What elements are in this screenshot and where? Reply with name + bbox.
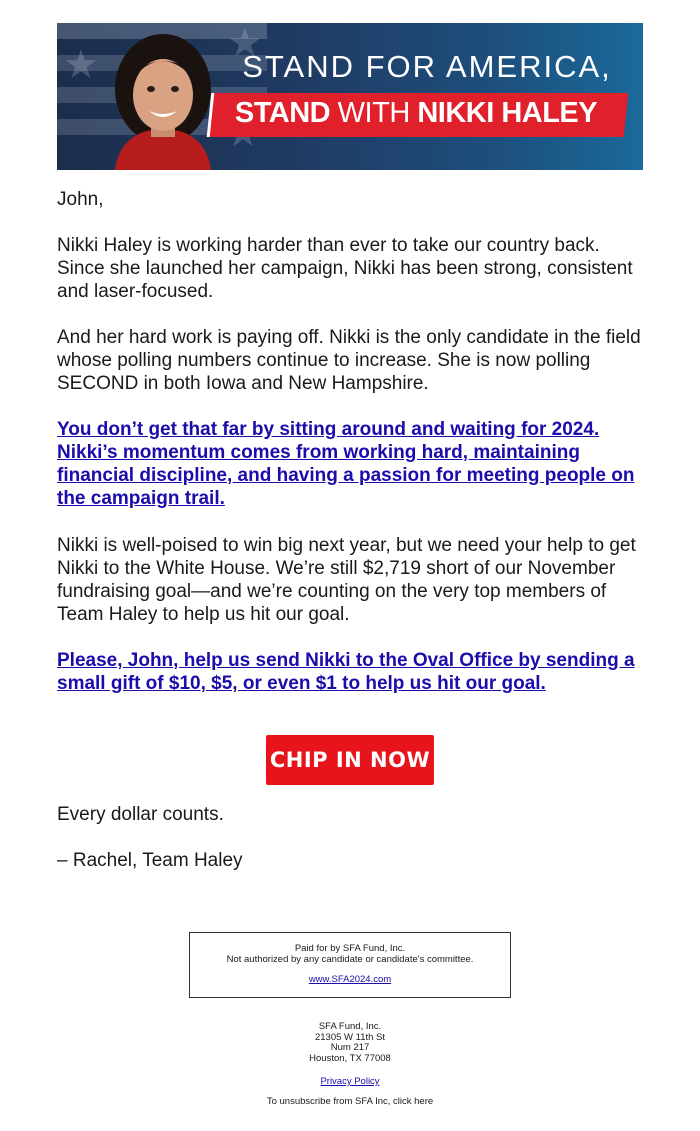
- star-icon: ★: [63, 43, 99, 87]
- paragraph-2: And her hard work is paying off. Nikki is the only candidate in the field whose polling numbers continue to increase. She is now polling SECOND in both Iowa and New Hampshire.: [57, 327, 641, 394]
- donate-link-2[interactable]: Please, John, help us send Nikki to the Oval Office by sending a small gift of $10, $5, or even $1 to help us hit our goal.: [57, 650, 635, 694]
- disclaimer-paid-by: Paid for by SFA Fund, Inc.: [294, 943, 406, 954]
- footer-city: Houston, TX 77008: [309, 1052, 391, 1064]
- header-banner: [57, 23, 643, 170]
- disclaimer-not-authorized: Not authorized by any candidate or candidate's committee.: [226, 954, 474, 965]
- closing-line: Every dollar counts.: [57, 804, 224, 825]
- banner-word-with: WITH: [337, 97, 410, 129]
- donate-link-1[interactable]: You don’t get that far by sitting around and waiting for 2024. Nikki’s momentum comes from working hard, maintaining financial discipline, and having a passion for meeting people on the campaign trail.: [57, 419, 635, 509]
- banner-subheadline: [209, 97, 623, 130]
- website-link[interactable]: www.SFA2024.com: [308, 974, 392, 985]
- privacy-policy-link[interactable]: Privacy Policy: [320, 1076, 380, 1087]
- banner-headline: STAND FOR AMERICA,: [242, 49, 612, 84]
- banner-word-stand: STAND: [234, 97, 331, 129]
- footer-org: SFA Fund, Inc.: [318, 1021, 382, 1032]
- footer-address: [0, 1022, 700, 1064]
- footer-street: 21305 W 11th St: [314, 1031, 386, 1043]
- paragraph-3: Nikki is well-poised to win big next year, but we need your help to get Nikki to the White House. We’re still $2,719 short of our November fundraising goal—and we’re counting on the very top members of Team Haley to help us hit our goal.: [57, 535, 636, 625]
- banner-candidate-name: NIKKI HALEY: [417, 97, 598, 129]
- signature: – Rachel, Team Haley: [57, 850, 243, 871]
- paid-for-disclaimer: [189, 932, 511, 998]
- footer-num: Num 217: [330, 1042, 370, 1053]
- unsubscribe-text[interactable]: To unsubscribe from SFA Inc, click here: [266, 1096, 434, 1107]
- greeting: John,: [57, 189, 104, 210]
- star-icon: ★: [227, 23, 263, 65]
- paragraph-1: Nikki Haley is working harder than ever to take our country back. Since she launched her campaign, Nikki has been strong, consistent and laser-focused.: [57, 235, 633, 302]
- chip-in-button[interactable]: CHIP IN NOW: [266, 735, 434, 785]
